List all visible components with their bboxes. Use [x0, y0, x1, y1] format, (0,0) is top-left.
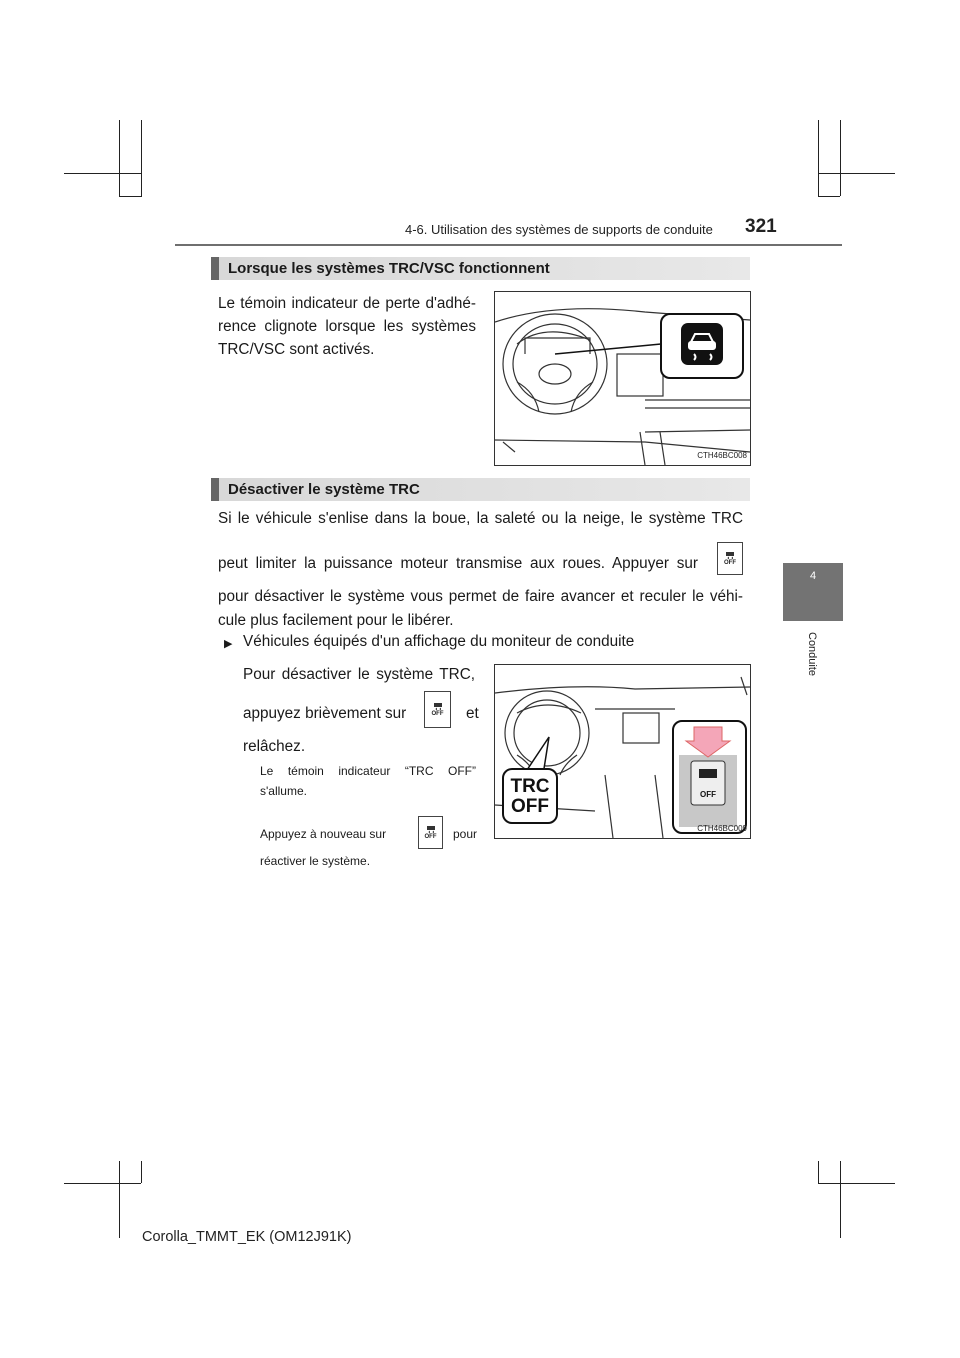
trc-off-button-icon — [424, 691, 451, 728]
switch-label: OFF — [700, 790, 716, 799]
text-line: TRC/VSC sont activés. — [218, 341, 375, 358]
figure-code: CTH46BC008 — [697, 451, 747, 460]
instruction-line: relâchez. — [243, 738, 306, 755]
note-line: s'allume. — [260, 784, 307, 798]
crop-mark — [818, 196, 840, 197]
crop-mark — [818, 120, 819, 197]
bullet-arrow-icon: ▶ — [224, 638, 233, 650]
section2-line: pour désactiver le système vous permet de faire avancer et reculer le véhi- — [218, 588, 743, 605]
dashboard-illustration — [495, 665, 750, 838]
section2-line: cule plus facilement pour le libérer. — [218, 612, 454, 629]
instruction-line: Pour désactiver le système TRC, — [243, 666, 475, 683]
page-number: 321 — [745, 216, 777, 237]
chapter-label: Conduite — [806, 632, 818, 677]
chapter-number: 4 — [809, 570, 817, 582]
section-heading-trc-vsc: Lorsque les systèmes TRC/VSC fonctionnent — [211, 257, 750, 280]
crop-mark — [840, 120, 841, 196]
button-label: OFF — [431, 711, 444, 717]
footer-text: Corolla_TMMT_EK (OM12J91K) — [142, 1229, 352, 1245]
crop-mark — [818, 1161, 819, 1183]
skid-icon — [426, 825, 436, 834]
crop-mark — [119, 1161, 120, 1238]
crop-mark — [119, 196, 141, 197]
section-heading-disable-trc: Désactiver le système TRC — [211, 478, 750, 501]
text-line: rence clignote lorsque les systèmes — [218, 318, 476, 335]
section1-paragraph — [218, 292, 476, 361]
button-label: OFF — [724, 560, 736, 566]
section2-line: Si le véhicule s'enlise dans la boue, la saleté ou la neige, le système TRC — [218, 510, 743, 527]
note-line: Appuyez à nouveau sur — [260, 827, 387, 841]
dashboard-illustration — [495, 292, 750, 465]
instruction-line: et — [466, 705, 479, 722]
text-line: Le témoin indicateur de perte d'adhé- — [218, 295, 476, 312]
crop-mark — [141, 120, 142, 197]
trc-off-button-icon — [717, 542, 743, 575]
section2-line: peut limiter la puissance moteur transmise aux roues. Appuyer sur — [218, 555, 698, 572]
bullet-item: Véhicules équipés d'un affichage du moniteur de conduite — [243, 633, 635, 650]
note-line: Le témoin indicateur “TRC OFF” — [260, 764, 476, 778]
callout-text: OFF — [511, 796, 549, 817]
crop-mark — [119, 120, 120, 196]
skid-icon — [433, 702, 443, 711]
instruction-line: appuyez brièvement sur — [243, 705, 407, 722]
header-rule — [175, 244, 842, 246]
figure-trc-off-button — [494, 664, 751, 839]
crop-mark — [64, 1183, 141, 1184]
button-label: OFF — [424, 834, 437, 840]
skid-icon — [725, 551, 735, 560]
crop-mark — [141, 1161, 142, 1183]
crop-mark — [818, 1183, 895, 1184]
callout-text: TRC — [510, 776, 550, 797]
note-line: pour — [453, 827, 478, 841]
crop-mark — [818, 173, 895, 174]
figure-code: CTH46BC009 — [697, 824, 747, 833]
trc-off-button-icon — [418, 816, 443, 849]
crop-mark — [840, 1161, 841, 1238]
figure-dashboard-slip-indicator — [494, 291, 751, 466]
note-line: réactiver le système. — [260, 854, 371, 868]
crop-mark — [64, 173, 141, 174]
header-title: 4-6. Utilisation des systèmes de supports de conduite — [405, 222, 713, 237]
